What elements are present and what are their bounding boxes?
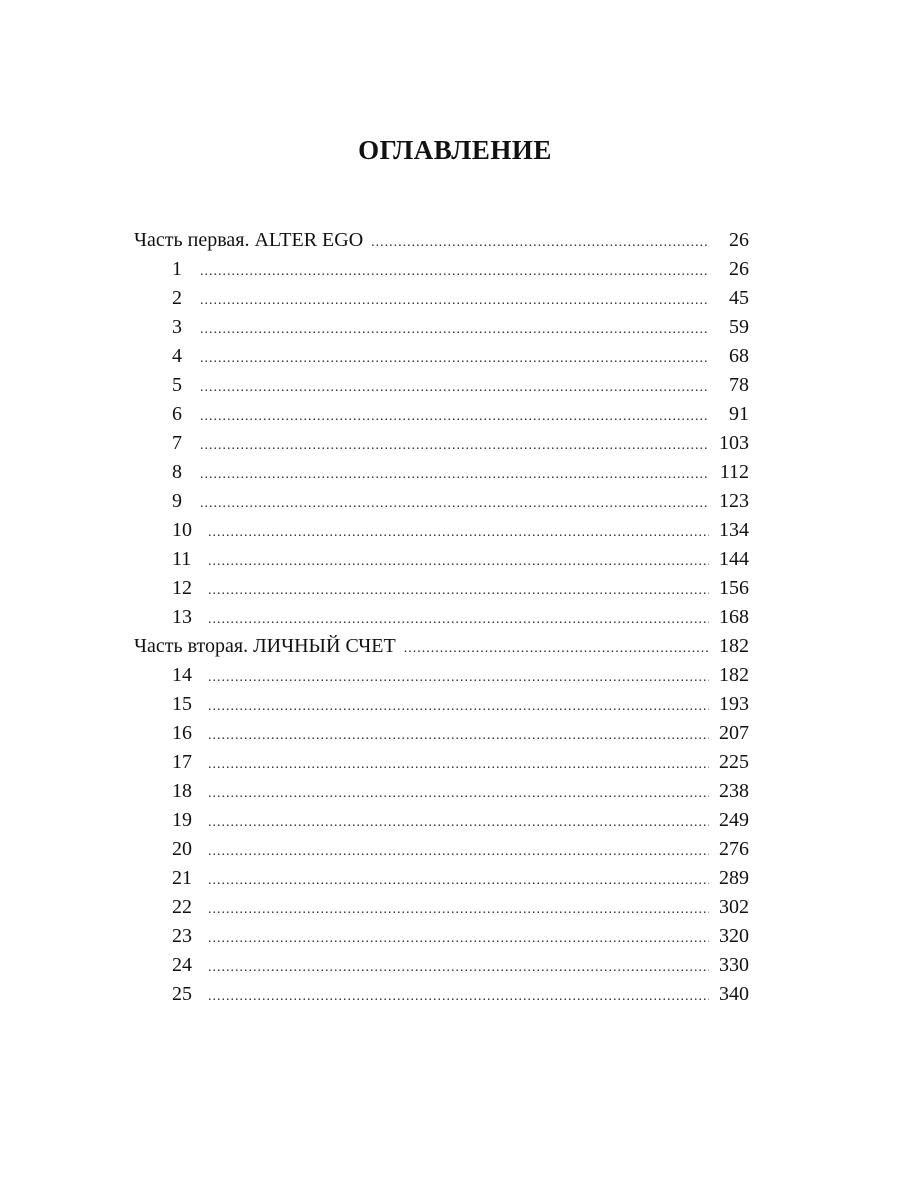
dot-leader (200, 431, 709, 460)
toc-chapter-16[interactable] (134, 719, 749, 748)
toc-page-number: 193 (719, 693, 749, 715)
dot-leader (208, 837, 709, 866)
toc-entry-label: 15 (172, 693, 192, 715)
table-of-contents (134, 226, 749, 1009)
toc-entry-label: 11 (172, 548, 192, 570)
toc-entry-label: 2 (172, 287, 182, 309)
toc-chapter-18[interactable] (134, 777, 749, 806)
toc-page-number: 320 (719, 925, 749, 947)
dot-leader (208, 576, 709, 605)
dot-leader (208, 895, 709, 924)
toc-entry-label: 24 (172, 954, 192, 976)
toc-part-one[interactable] (134, 226, 749, 255)
toc-entry-label: 10 (172, 519, 192, 541)
toc-chapter-17[interactable] (134, 748, 749, 777)
toc-chapter-3[interactable] (134, 313, 749, 342)
dot-leader (200, 315, 709, 344)
toc-page-number: 207 (719, 722, 749, 744)
toc-page-number: 249 (719, 809, 749, 831)
toc-entry-label: 3 (172, 316, 182, 338)
dot-leader (208, 808, 709, 837)
toc-entry-label: Часть первая. ALTER EGO (134, 229, 364, 251)
toc-chapter-14[interactable] (134, 661, 749, 690)
toc-chapter-21[interactable] (134, 864, 749, 893)
toc-page-number: 276 (719, 838, 749, 860)
toc-entry-label: 25 (172, 983, 192, 1005)
toc-page-number: 238 (719, 780, 749, 802)
toc-page-number: 156 (719, 577, 749, 599)
toc-chapter-23[interactable] (134, 922, 749, 951)
toc-entry-label: 22 (172, 896, 192, 918)
toc-entry-label: 16 (172, 722, 192, 744)
dot-leader (200, 286, 709, 315)
toc-entry-label: 18 (172, 780, 192, 802)
toc-page-number: 26 (729, 258, 749, 280)
dot-leader (200, 489, 709, 518)
toc-chapter-15[interactable] (134, 690, 749, 719)
toc-entry-label: 4 (172, 345, 182, 367)
toc-entry-label: 14 (172, 664, 192, 686)
dot-leader (208, 953, 709, 982)
toc-page-number: 225 (719, 751, 749, 773)
dot-leader (208, 547, 709, 576)
toc-entry-label: 9 (172, 490, 182, 512)
toc-entry-label: 21 (172, 867, 192, 889)
dot-leader (200, 373, 709, 402)
toc-chapter-6[interactable] (134, 400, 749, 429)
dot-leader (208, 721, 709, 750)
toc-entry-label: Часть вторая. ЛИЧНЫЙ СЧЕТ (134, 635, 396, 657)
toc-page-number: 182 (719, 635, 749, 657)
toc-chapter-4[interactable] (134, 342, 749, 371)
toc-page-number: 112 (719, 461, 749, 483)
toc-chapter-12[interactable] (134, 574, 749, 603)
toc-chapter-24[interactable] (134, 951, 749, 980)
toc-page-number: 168 (719, 606, 749, 628)
dot-leader (404, 634, 709, 663)
dot-leader (208, 518, 709, 547)
dot-leader (208, 692, 709, 721)
dot-leader (208, 779, 709, 808)
toc-page-number: 59 (729, 316, 749, 338)
toc-chapter-20[interactable] (134, 835, 749, 864)
toc-chapter-2[interactable] (134, 284, 749, 313)
toc-page-number: 68 (729, 345, 749, 367)
dot-leader (200, 402, 709, 431)
toc-entry-label: 17 (172, 751, 192, 773)
toc-chapter-1[interactable] (134, 255, 749, 284)
toc-page-number: 182 (719, 664, 749, 686)
toc-chapter-11[interactable] (134, 545, 749, 574)
dot-leader (208, 866, 709, 895)
toc-chapter-13[interactable] (134, 603, 749, 632)
dot-leader (200, 344, 709, 373)
toc-page-number: 144 (719, 548, 749, 570)
toc-page-number: 91 (729, 403, 749, 425)
toc-page-number: 45 (729, 287, 749, 309)
toc-chapter-22[interactable] (134, 893, 749, 922)
toc-entry-label: 6 (172, 403, 182, 425)
toc-entry-label: 5 (172, 374, 182, 396)
toc-page-number: 340 (719, 983, 749, 1005)
toc-chapter-10[interactable] (134, 516, 749, 545)
toc-page-number: 330 (719, 954, 749, 976)
toc-page-number: 78 (729, 374, 749, 396)
toc-entry-label: 1 (172, 258, 182, 280)
dot-leader (200, 460, 709, 489)
toc-page-number: 289 (719, 867, 749, 889)
dot-leader (208, 982, 709, 1011)
dot-leader (208, 924, 709, 953)
toc-page-number: 103 (719, 432, 749, 454)
toc-entry-label: 19 (172, 809, 192, 831)
toc-entry-label: 12 (172, 577, 192, 599)
dot-leader (208, 605, 709, 634)
toc-entry-label: 13 (172, 606, 192, 628)
toc-entry-label: 8 (172, 461, 182, 483)
dot-leader (208, 663, 709, 692)
dot-leader (208, 750, 709, 779)
toc-page-number: 123 (719, 490, 749, 512)
toc-chapter-9[interactable] (134, 487, 749, 516)
toc-chapter-5[interactable] (134, 371, 749, 400)
toc-chapter-8[interactable] (134, 458, 749, 487)
toc-page-number: 302 (719, 896, 749, 918)
toc-page-number: 134 (719, 519, 749, 541)
page-title: ОГЛАВЛЕНИЕ (358, 135, 552, 165)
toc-entry-label: 23 (172, 925, 192, 947)
toc-entry-label: 7 (172, 432, 182, 454)
dot-leader (371, 228, 709, 257)
toc-part-two[interactable] (134, 632, 749, 661)
toc-chapter-25[interactable] (134, 980, 749, 1009)
toc-chapter-19[interactable] (134, 806, 749, 835)
dot-leader (200, 257, 709, 286)
toc-entry-label: 20 (172, 838, 192, 860)
toc-chapter-7[interactable] (134, 429, 749, 458)
toc-page-number: 26 (729, 229, 749, 251)
